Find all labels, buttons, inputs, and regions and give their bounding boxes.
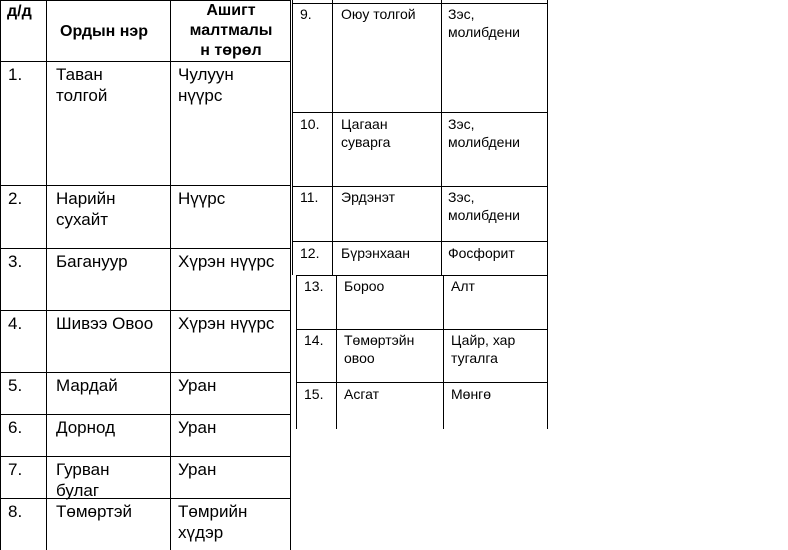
row-number: 6. bbox=[8, 418, 23, 437]
row-number: 7. bbox=[8, 460, 23, 479]
deposit-name: Төмөртэй bbox=[56, 502, 133, 521]
deposit-name: Төмөртэйн овоо bbox=[344, 332, 415, 366]
row-number: 5. bbox=[8, 376, 23, 395]
row-number: 1. bbox=[8, 65, 23, 84]
row-number: 9. bbox=[300, 6, 312, 22]
deposit-name: Мардай bbox=[56, 376, 118, 395]
mineral-type: Мөнгө bbox=[451, 386, 492, 402]
row-number: 2. bbox=[8, 189, 23, 208]
deposit-name: Нарийн сухайт bbox=[56, 189, 116, 229]
mineral-type: Хүрэн нүүрс bbox=[178, 314, 275, 333]
header-deposit-name: Ордын нэр bbox=[60, 23, 149, 40]
deposit-name: Бороо bbox=[344, 278, 385, 294]
deposit-name: Гурван булаг bbox=[56, 460, 110, 500]
deposit-name: Шивээ Овоо bbox=[56, 314, 154, 333]
row-number: 14. bbox=[304, 332, 324, 348]
row-number: 3. bbox=[8, 252, 23, 271]
mineral-type: Уран bbox=[178, 376, 217, 395]
deposit-name: Бүрэнхаан bbox=[341, 245, 410, 261]
mineral-type: Алт bbox=[451, 278, 475, 294]
row-number: 12. bbox=[300, 245, 320, 261]
mineral-type: Хүрэн нүүрс bbox=[178, 252, 275, 271]
mineral-type: Фосфорит bbox=[448, 245, 515, 261]
row-number: 15. bbox=[304, 386, 324, 402]
mineral-type: Зэс, молибдени bbox=[448, 116, 520, 150]
mineral-type: Зэс, молибдени bbox=[448, 6, 520, 40]
row-number: 4. bbox=[8, 314, 23, 333]
deposit-name: Цагаан суварга bbox=[341, 116, 391, 150]
mineral-type: Чулуун нүүрс bbox=[178, 65, 234, 105]
deposit-name: Дорнод bbox=[56, 418, 116, 437]
header-number: д/д bbox=[7, 3, 32, 20]
mineral-type: Уран bbox=[178, 418, 217, 437]
mineral-type: Цайр, хар тугалга bbox=[451, 332, 516, 366]
deposit-name: Асгат bbox=[344, 386, 380, 402]
mineral-type: Уран bbox=[178, 460, 217, 479]
mineral-type: Зэс, молибдени bbox=[448, 189, 520, 223]
header-mineral-type: Ашигт малтмалы н төрөл bbox=[189, 2, 273, 59]
row-number: 10. bbox=[300, 116, 320, 132]
row-number: 8. bbox=[8, 502, 23, 521]
deposit-name: Таван толгой bbox=[56, 65, 108, 105]
mineral-type: Нүүрс bbox=[178, 189, 226, 208]
row-number: 11. bbox=[300, 189, 319, 205]
row-number: 13. bbox=[304, 278, 324, 294]
mineral-type: Төмрийн хүдэр bbox=[178, 502, 248, 542]
deposit-name: Оюу толгой bbox=[341, 6, 416, 22]
deposit-name: Багануур bbox=[56, 252, 128, 271]
deposit-name: Эрдэнэт bbox=[341, 189, 395, 205]
